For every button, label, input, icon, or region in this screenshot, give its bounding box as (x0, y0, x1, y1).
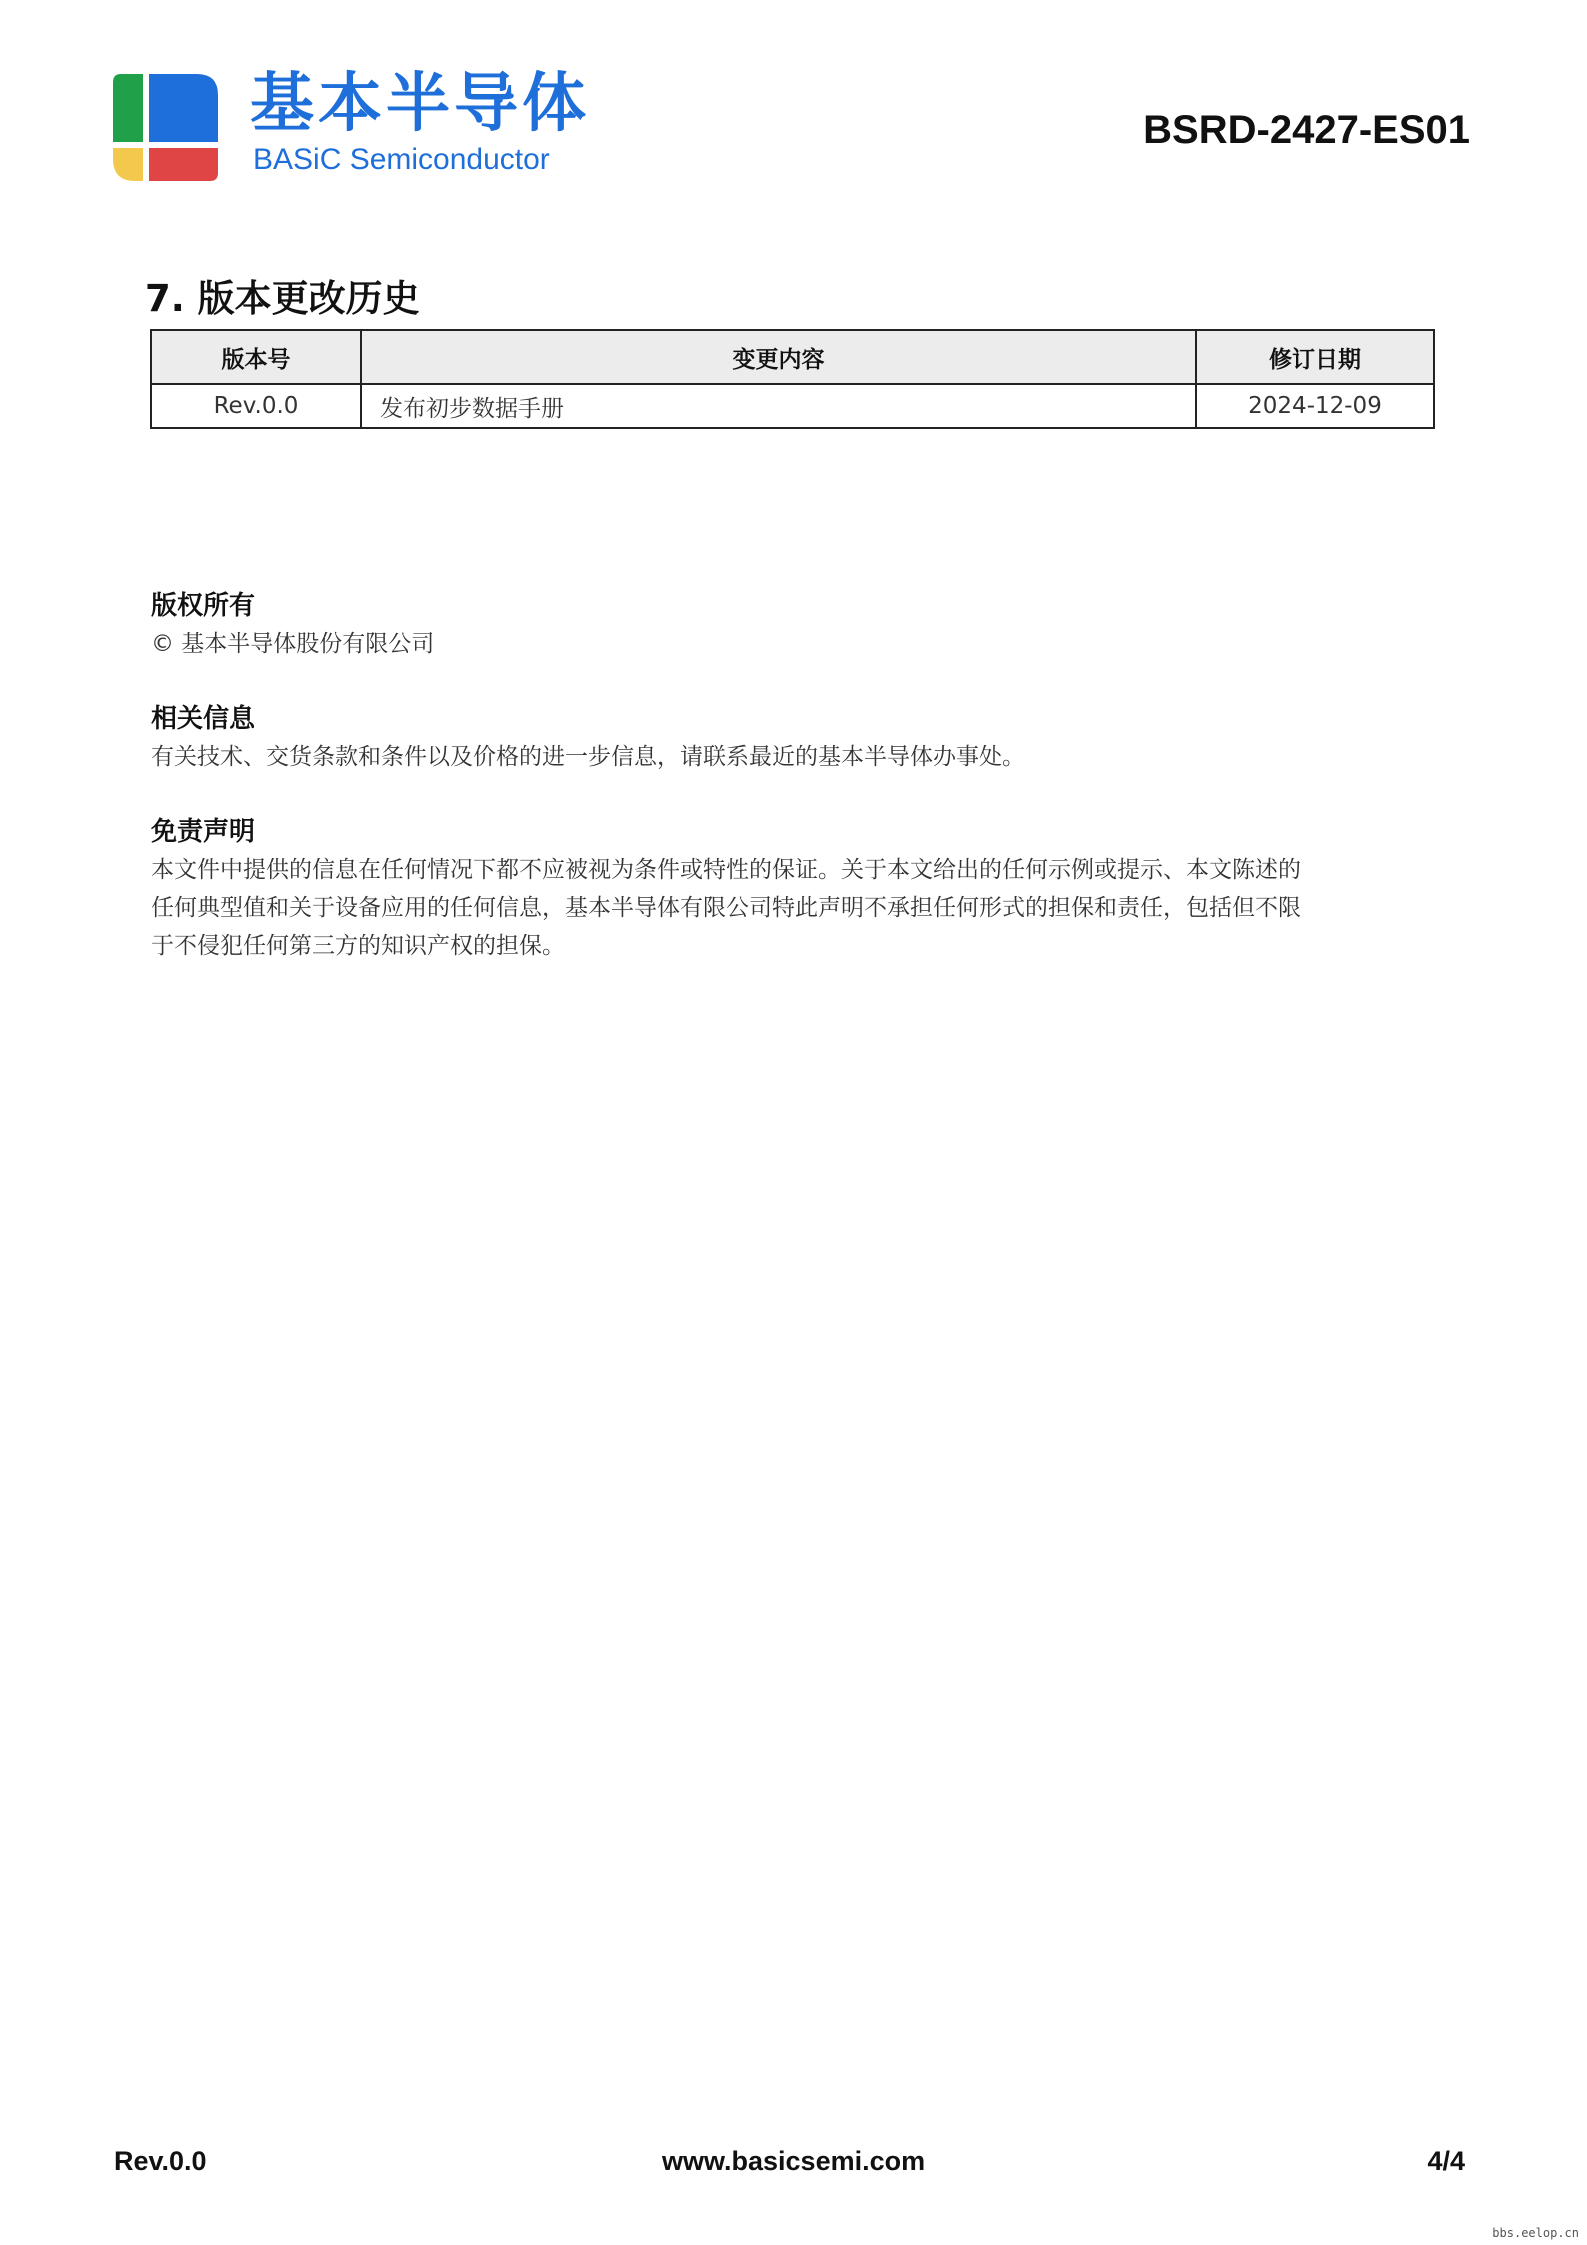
disclaimer-block (151, 813, 1441, 965)
header-version: 版本号 (151, 330, 361, 384)
cell-revision-date: 2024-12-09 (1196, 384, 1434, 428)
cell-change-content: 发布初步数据手册 (361, 384, 1196, 428)
copyright-block (151, 587, 1441, 663)
disclaimer-line: 于不侵犯任何第三方的知识产权的担保。 (151, 933, 565, 959)
cell-version: Rev.0.0 (151, 384, 361, 428)
watermark: bbs.eelop.cn (1492, 2226, 1579, 2240)
related-info-text: 有关技术、交货条款和条件以及价格的进一步信息，请联系最近的基本半导体办事处。 (151, 744, 1025, 770)
table-header-row (151, 330, 1434, 384)
footer-website-link[interactable]: www.basicsemi.com (662, 2146, 926, 2176)
company-logo (113, 74, 218, 181)
logo-green-block (113, 74, 143, 142)
logo-blue-block (149, 74, 218, 142)
related-info-heading: 相关信息 (151, 704, 256, 734)
revision-history-table (150, 329, 1435, 429)
disclaimer-heading: 免责声明 (151, 817, 256, 847)
table-row (151, 384, 1434, 428)
header-change-content: 变更内容 (361, 330, 1196, 384)
disclaimer-line: 任何典型值和关于设备应用的任何信息，基本半导体有限公司特此声明不承担任何形式的担保和责任，包括但不限 (151, 895, 1301, 921)
related-info-block (151, 700, 1441, 776)
copyright-heading: 版权所有 (151, 591, 256, 621)
logo-yellow-block (113, 148, 143, 181)
footer-revision: Rev.0.0 (114, 2146, 207, 2176)
logo-red-block (149, 148, 218, 181)
footer-page-number: 4/4 (1427, 2146, 1465, 2176)
brand-name-chinese: 基本半导体 (250, 67, 590, 141)
section-title: 7. 版本更改历史 (145, 277, 420, 320)
disclaimer-line: 本文件中提供的信息在任何情况下都不应被视为条件或特性的保证。关于本文给出的任何示例或提示、本文陈述的 (151, 857, 1301, 883)
header-revision-date: 修订日期 (1196, 330, 1434, 384)
brand-name-english: BASiC Semiconductor (253, 143, 550, 176)
copyright-text: © 基本半导体股份有限公司 (151, 631, 435, 657)
document-code: BSRD-2427-ES01 (1143, 108, 1470, 152)
